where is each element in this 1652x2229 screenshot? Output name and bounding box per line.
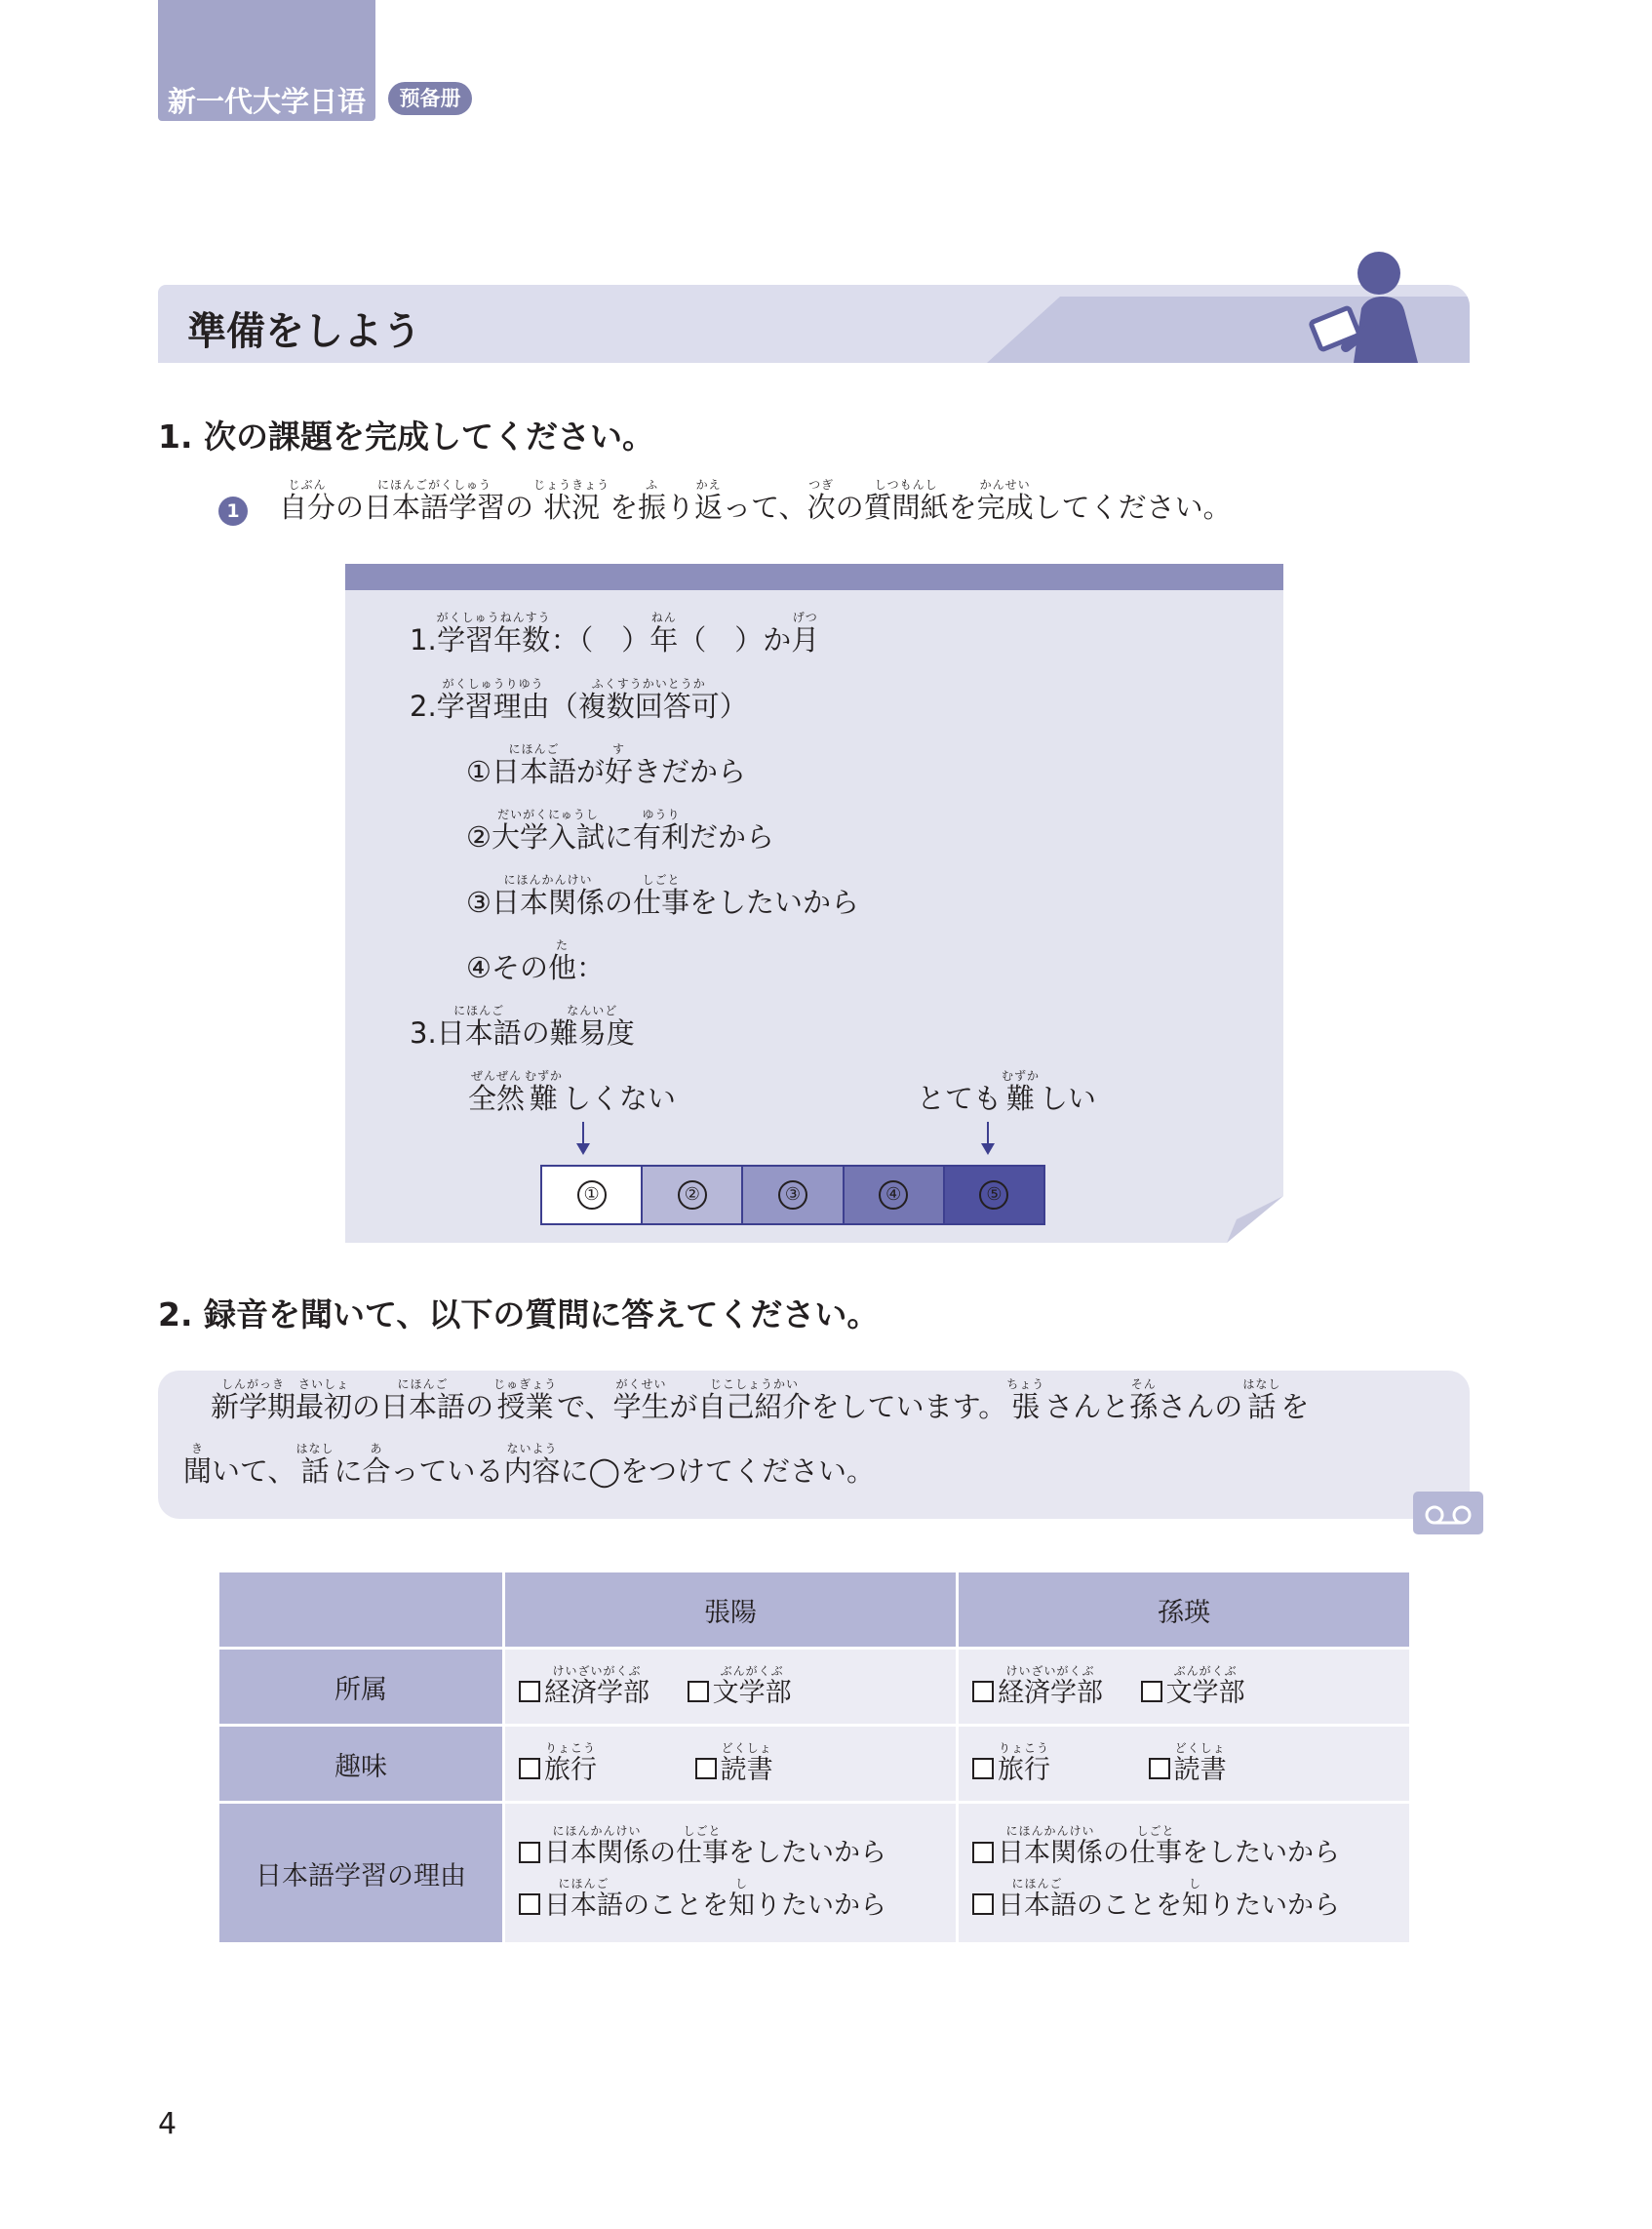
text-segment: 1. — [410, 623, 437, 657]
text-segment: をしたいから — [689, 886, 860, 919]
text-segment: ：（ ） — [550, 623, 650, 657]
text-segment: ） — [719, 690, 748, 723]
text-segment: に — [605, 820, 634, 854]
furigana: しごと — [642, 873, 681, 887]
option-label — [544, 1664, 649, 1708]
scale-value: ① — [577, 1180, 607, 1210]
checkbox-option[interactable] — [688, 1664, 792, 1708]
scale-label-easy — [468, 1069, 676, 1115]
checkbox[interactable] — [972, 1758, 994, 1779]
answer-table — [216, 1570, 1412, 1945]
checkbox[interactable] — [519, 1893, 540, 1915]
question-2-option-3 — [466, 873, 859, 919]
table-row — [219, 1650, 1409, 1724]
text-segment: りたいから — [1208, 1890, 1340, 1921]
furigana: だいがくにゅうし — [497, 808, 599, 821]
text-segment: の — [352, 1390, 381, 1423]
furigana: なんいど — [567, 1004, 618, 1017]
table-corner — [219, 1572, 502, 1647]
option-label — [1174, 1741, 1227, 1785]
text-segment: を — [610, 491, 639, 524]
ruby-word: じゅぎょう 授業 — [493, 1377, 558, 1423]
ruby-word: あ 合 — [362, 1442, 391, 1488]
furigana: にほんかんけい — [503, 873, 593, 887]
checkbox-option[interactable] — [519, 1741, 597, 1785]
ruby-word: ないよう 内容 — [503, 1442, 561, 1488]
furigana: げつ — [792, 611, 818, 624]
checkbox-option[interactable] — [972, 1741, 1050, 1785]
question-2-option-1 — [466, 742, 746, 788]
ruby-word: ねん 年 — [649, 611, 679, 657]
ruby-word: しつもんし 質問紙 — [863, 478, 949, 524]
ruby-word: しごと 仕事 — [676, 1824, 728, 1869]
text-segment: しくない — [563, 1082, 677, 1115]
text-segment: しい — [1040, 1082, 1097, 1115]
text-segment: で、 — [557, 1390, 613, 1423]
text-segment: を — [1280, 1390, 1310, 1423]
ruby-word: かえ 返 — [694, 478, 724, 524]
ruby-word: にほんご 日本語 — [492, 742, 577, 788]
option-label — [1166, 1664, 1245, 1708]
question-1 — [410, 611, 819, 657]
furigana: ねん — [650, 611, 677, 624]
ruby-word: しごと 仕事 — [633, 873, 690, 919]
text-segment: をしたいから — [728, 1838, 886, 1869]
checkbox[interactable] — [972, 1893, 994, 1915]
volume-badge: 预备册 — [388, 82, 472, 115]
task2-heading: 2. 録音を聞いて、以下の質問に答えてください。 — [158, 1295, 880, 1333]
checkbox-option[interactable] — [972, 1824, 1340, 1868]
checkbox[interactable] — [688, 1681, 709, 1702]
checkbox-option[interactable] — [695, 1741, 773, 1785]
furigana: どくしょ — [1174, 1740, 1226, 1755]
question-3 — [410, 1004, 635, 1050]
ruby-word: がくしゅうりゆう 学習理由 — [436, 677, 550, 723]
text-segment: 2. — [410, 690, 437, 723]
text-segment: いて、 — [212, 1454, 296, 1488]
answer-cell — [959, 1727, 1409, 1801]
ruby-word: がくしゅうねんすう 学習年数 — [436, 611, 551, 657]
ruby-word: かんせい 完成 — [976, 478, 1034, 524]
table-row — [219, 1804, 1409, 1942]
ruby-word: ぶんがくぶ 文学部 — [712, 1663, 792, 1708]
furigana: けいざいがくぶ — [552, 1663, 642, 1678]
text-segment: り — [666, 491, 695, 524]
text-segment: のことを — [1077, 1890, 1182, 1921]
furigana: にほんかんけい — [552, 1824, 642, 1839]
ruby-word: ゆうり 有利 — [633, 808, 690, 854]
ruby-word: りょこう 旅行 — [544, 1740, 597, 1785]
checkbox[interactable] — [1149, 1758, 1170, 1779]
ruby-word: どくしょ 読書 — [720, 1740, 773, 1785]
scale-option-4[interactable] — [845, 1167, 945, 1223]
text-segment: を — [948, 491, 977, 524]
text-segment: してください。 — [1033, 491, 1232, 524]
furigana: しごと — [1136, 1824, 1175, 1839]
checkbox[interactable] — [972, 1842, 994, 1863]
ruby-word: しごと 仕事 — [1129, 1824, 1182, 1869]
scale-option-1[interactable] — [542, 1167, 643, 1223]
furigana: どくしょ — [721, 1740, 772, 1755]
text-segment: の — [521, 1016, 550, 1050]
furigana: し — [734, 1876, 748, 1891]
ruby-word: けいざいがくぶ 経済学部 — [998, 1663, 1103, 1708]
checkbox-option[interactable] — [972, 1877, 1340, 1921]
furigana: むずか — [525, 1069, 564, 1083]
furigana: にほんご — [508, 742, 560, 756]
ruby-word: にほんかんけい 日本関係 — [544, 1824, 649, 1869]
item-number-badge: 1 — [218, 497, 248, 526]
question-2-option-4 — [466, 938, 605, 984]
text-segment: だから — [689, 820, 775, 854]
ruby-word: はなし 話 — [1242, 1377, 1281, 1423]
text-segment: って、 — [723, 491, 807, 524]
ruby-word: にほんご 日本語 — [380, 1377, 466, 1423]
furigana: がくしゅうりゆう — [442, 677, 544, 691]
ruby-word: さいしょ 最初 — [295, 1377, 353, 1423]
ruby-word: けいざいがくぶ 経済学部 — [544, 1663, 649, 1708]
scale-value: ④ — [879, 1180, 908, 1210]
text-segment: の — [605, 886, 634, 919]
row-label: 趣味 — [219, 1727, 502, 1801]
furigana: にほんご — [453, 1004, 505, 1017]
text-segment: 3. — [410, 1016, 437, 1050]
ruby-word: むずか 難 — [525, 1069, 564, 1115]
text-segment: に◯をつけてください。 — [560, 1454, 875, 1488]
scale-label-hard — [917, 1069, 1096, 1115]
ruby-word: にほんご 日本語 — [998, 1876, 1077, 1921]
task2-instruction-line1 — [211, 1377, 1309, 1423]
ruby-word: にほんかんけい 日本関係 — [998, 1824, 1103, 1869]
furigana: にほんごがくしゅう — [377, 478, 492, 492]
ruby-word: しんがっき 新学期 — [211, 1377, 296, 1423]
text-segment: をしています。 — [810, 1390, 1007, 1423]
furigana: じょうきょう — [533, 478, 610, 492]
scale-value: ② — [678, 1180, 707, 1210]
text-segment: の — [649, 1838, 676, 1869]
furigana: かんせい — [979, 478, 1031, 492]
ruby-word: にほんご 日本語 — [436, 1004, 522, 1050]
scale-arrow-right — [981, 1122, 995, 1155]
furigana: ないよう — [506, 1442, 558, 1455]
ruby-word: き 聞 — [183, 1442, 213, 1488]
furigana: し — [1188, 1876, 1201, 1891]
ruby-word: どくしょ 読書 — [1173, 1740, 1227, 1785]
furigana: じゅぎょう — [493, 1377, 558, 1391]
ruby-word: じぶん 自分 — [279, 478, 336, 524]
ruby-word: ちょう 張 — [1006, 1377, 1045, 1423]
page-curl — [1227, 1196, 1283, 1243]
option-label — [998, 1824, 1340, 1868]
furigana: けいざいがくぶ — [1005, 1663, 1095, 1678]
text-segment: の — [835, 491, 864, 524]
ruby-word: にほんごがくしゅう 日本語学習 — [364, 478, 506, 524]
checkbox-option[interactable] — [1141, 1664, 1245, 1708]
book-title: 新一代大学日语 — [168, 85, 367, 118]
checkbox[interactable] — [972, 1681, 994, 1702]
ruby-word: た 他 — [548, 938, 577, 984]
text-segment: さんと — [1044, 1390, 1130, 1423]
text-segment: ④ — [466, 951, 492, 984]
checkbox-option[interactable] — [519, 1664, 649, 1708]
row-label: 日本語学習の理由 — [219, 1804, 502, 1942]
furigana: つぎ — [808, 478, 835, 492]
furigana: はなし — [1242, 1377, 1281, 1391]
furigana: す — [612, 742, 626, 756]
option-label — [544, 1741, 597, 1785]
ruby-word: ふくすうかいとうか 複数回答可 — [577, 677, 720, 723]
text-segment: の — [1103, 1838, 1129, 1869]
ruby-word: なんいど 難易度 — [549, 1004, 635, 1050]
answer-cell — [959, 1650, 1409, 1724]
task1-instruction — [279, 478, 1232, 524]
option-label — [721, 1741, 773, 1785]
scale-value: ⑤ — [979, 1180, 1008, 1210]
text-segment: さんの — [1158, 1390, 1243, 1423]
furigana: りょこう — [998, 1740, 1049, 1755]
furigana: がくせい — [615, 1377, 667, 1391]
furigana: さいしょ — [298, 1377, 350, 1391]
furigana: そん — [1130, 1377, 1157, 1391]
scale-option-5[interactable] — [945, 1167, 1043, 1223]
furigana: にほんご — [558, 1876, 610, 1891]
ruby-word: ぜんぜん 全然 — [468, 1069, 526, 1115]
ruby-word: じこしょうかい 自己紹介 — [697, 1377, 811, 1423]
section-title: 準備をしよう — [187, 309, 421, 354]
answer-cell — [505, 1804, 956, 1942]
furigana: き — [191, 1442, 205, 1455]
table-row — [219, 1727, 1409, 1801]
text-segment: が — [669, 1390, 698, 1423]
difficulty-scale — [540, 1165, 1045, 1225]
text-segment: が — [576, 755, 606, 788]
text-segment: のことを — [623, 1890, 728, 1921]
reader-icon — [1307, 250, 1434, 365]
furigana: ぜんぜん — [471, 1069, 523, 1083]
checkbox-option[interactable] — [972, 1664, 1103, 1708]
answer-cell — [505, 1727, 956, 1801]
checkbox[interactable] — [695, 1758, 717, 1779]
furigana: ぶんがくぶ — [1173, 1663, 1238, 1678]
text-segment: ： — [576, 951, 606, 984]
ruby-word: し 知 — [728, 1876, 755, 1921]
option-label — [998, 1664, 1103, 1708]
ruby-word: にほんかんけい 日本関係 — [492, 873, 606, 919]
scale-option-2[interactable] — [643, 1167, 743, 1223]
ruby-word: にほんご 日本語 — [544, 1876, 623, 1921]
text-segment: （ — [549, 690, 578, 723]
option-label — [998, 1877, 1340, 1921]
text-segment: をしたいから — [1182, 1838, 1340, 1869]
option-label — [544, 1877, 886, 1921]
option-label — [713, 1664, 792, 1708]
furigana: ふ — [646, 478, 659, 492]
checkbox-option[interactable] — [1149, 1741, 1227, 1785]
furigana: じぶん — [288, 478, 327, 492]
text-segment: きだから — [633, 755, 747, 788]
ruby-word: ふ 振 — [638, 478, 667, 524]
ruby-word: ぶんがくぶ 文学部 — [1165, 1663, 1245, 1708]
ruby-word: げつ 月 — [791, 611, 820, 657]
questionnaire-header-bar — [345, 564, 1283, 590]
furigana: しつもんし — [874, 478, 938, 492]
text-segment: ③ — [466, 886, 492, 919]
furigana: がくしゅうねんすう — [436, 611, 551, 624]
checkbox-option[interactable] — [519, 1877, 886, 1921]
checkbox[interactable] — [519, 1842, 540, 1863]
checkbox[interactable] — [1141, 1681, 1162, 1702]
scale-value: ③ — [778, 1180, 807, 1210]
scale-arrow-left — [576, 1122, 590, 1155]
furigana: ぶんがくぶ — [720, 1663, 784, 1678]
task2-instruction-line2 — [183, 1442, 875, 1488]
answer-cell — [959, 1804, 1409, 1942]
ruby-word: つぎ 次 — [806, 478, 836, 524]
text-segment: りたいから — [755, 1890, 886, 1921]
option-label — [544, 1824, 886, 1868]
column-header: 張陽 — [505, 1572, 956, 1647]
text-segment: とても — [917, 1082, 1003, 1115]
scale-option-3[interactable] — [743, 1167, 844, 1223]
answer-cell — [505, 1650, 956, 1724]
furigana: かえ — [695, 478, 722, 492]
cassette-tape-icon — [1413, 1492, 1483, 1534]
furigana: にほんご — [1011, 1876, 1063, 1891]
text-segment: （ ）か — [678, 623, 792, 657]
checkbox[interactable] — [519, 1681, 540, 1702]
text-segment: に — [334, 1454, 363, 1488]
ruby-word: じょうきょう 状況 — [533, 478, 610, 524]
furigana: ふくすうかいとうか — [591, 677, 706, 691]
furigana: た — [556, 938, 570, 952]
text-segment: ② — [466, 820, 492, 854]
furigana: にほんご — [397, 1377, 449, 1391]
ruby-word: むずか 難 — [1002, 1069, 1041, 1115]
ruby-word: だいがくにゅうし 大学入試 — [492, 808, 606, 854]
text-segment: の — [465, 1390, 494, 1423]
question-2-option-2 — [466, 808, 774, 854]
ruby-word: りょこう 旅行 — [998, 1740, 1050, 1785]
option-label — [998, 1741, 1050, 1785]
text-segment: の — [505, 491, 534, 524]
ruby-word: す 好 — [605, 742, 634, 788]
checkbox[interactable] — [519, 1758, 540, 1779]
question-2 — [410, 677, 748, 723]
furigana: しんがっき — [221, 1377, 286, 1391]
furigana: りょこう — [544, 1740, 596, 1755]
ruby-word: がくせい 学生 — [612, 1377, 670, 1423]
furigana: ゆうり — [642, 808, 681, 821]
furigana: はなし — [295, 1442, 334, 1455]
text-segment: っている — [390, 1454, 504, 1488]
furigana: にほんかんけい — [1005, 1824, 1095, 1839]
furigana: じこしょうかい — [710, 1377, 800, 1391]
ruby-word: はなし 話 — [295, 1442, 334, 1488]
furigana: ちょう — [1006, 1377, 1045, 1391]
text-segment: その — [492, 951, 549, 984]
furigana: むずか — [1002, 1069, 1041, 1083]
row-label: 所属 — [219, 1650, 502, 1724]
column-header: 孫瑛 — [959, 1572, 1409, 1647]
table-header-row — [219, 1572, 1409, 1647]
furigana: しごと — [683, 1824, 722, 1839]
page-number: 4 — [158, 2107, 177, 2141]
checkbox-option[interactable] — [519, 1824, 886, 1868]
text-segment: の — [335, 491, 365, 524]
text-segment: ① — [466, 755, 492, 788]
task1-heading: 1. 次の課題を完成してください。 — [158, 418, 654, 456]
ruby-word: そん 孫 — [1129, 1377, 1159, 1423]
furigana: あ — [370, 1442, 383, 1455]
ruby-word: し 知 — [1182, 1876, 1208, 1921]
